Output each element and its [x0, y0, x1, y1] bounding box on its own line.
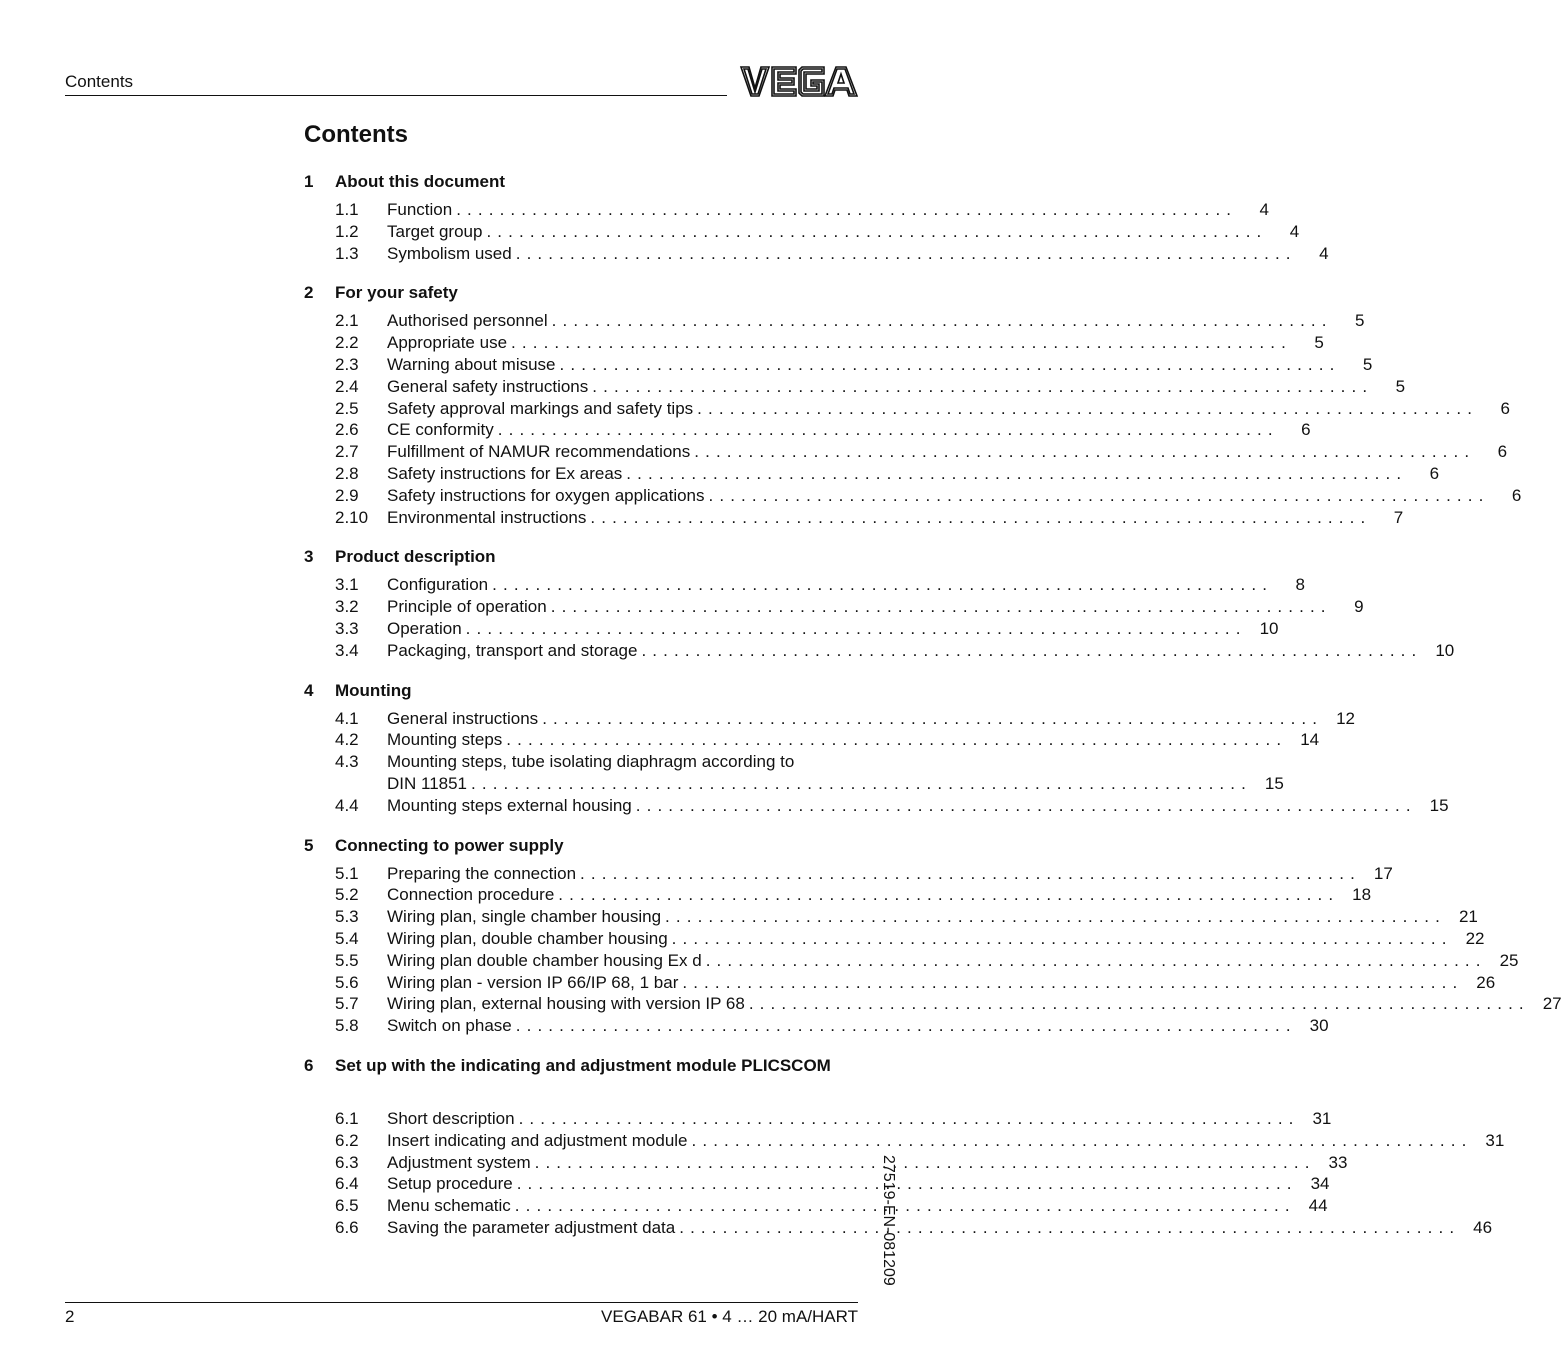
toc-section	[304, 545, 1455, 661]
entry-number: 4.3	[335, 752, 359, 772]
entry-title: Wiring plan, double chamber housing	[387, 928, 672, 950]
dot-leader	[486, 221, 1261, 243]
dot-leader	[641, 640, 1416, 662]
entry-page: 9	[1354, 597, 1364, 617]
dot-leader	[515, 1195, 1290, 1217]
dot-leader	[672, 928, 1447, 950]
toc-entry[interactable]	[304, 1173, 1330, 1195]
entry-title: Wiring plan double chamber housing Ex d	[387, 950, 706, 972]
toc-section	[304, 281, 1522, 528]
entry-title: Connection procedure	[387, 884, 558, 906]
entry-page: 26	[1476, 972, 1496, 992]
footer-rule	[65, 1302, 858, 1303]
section-number: 6	[304, 1055, 314, 1075]
entry-title: Packaging, transport and storage	[387, 640, 641, 662]
entry-page: 15	[1429, 795, 1449, 815]
section-heading	[304, 834, 858, 858]
entry-page: 15	[1264, 773, 1284, 793]
entry-number: 2.1	[335, 311, 359, 331]
entry-page: 34	[1310, 1174, 1330, 1194]
entry-page: 7	[1393, 507, 1404, 527]
dot-leader	[694, 441, 1469, 463]
entry-title: Wiring plan - version IP 66/IP 68, 1 bar	[387, 972, 682, 994]
entry-number: 2.5	[335, 398, 359, 418]
section-number: 4	[304, 680, 314, 700]
toc-entry[interactable]	[304, 376, 1406, 398]
entry-number: 6.6	[335, 1217, 359, 1237]
entry-number: 5.2	[335, 885, 359, 905]
entry-number: 5.5	[335, 950, 359, 970]
entry-title: Safety instructions for Ex areas	[387, 463, 626, 485]
section-number: 2	[304, 283, 314, 303]
document-code: 27519-EN-081209	[880, 1155, 897, 1286]
dot-leader	[506, 729, 1281, 751]
dot-leader	[749, 993, 1524, 1015]
entry-page: 6	[1429, 463, 1440, 483]
dot-leader	[542, 708, 1317, 730]
toc-entry[interactable]	[304, 243, 1329, 265]
dot-leader	[626, 463, 1401, 485]
entry-page: 10	[1435, 640, 1455, 660]
entry-title: Mounting steps, tube isolating diaphragm according to	[387, 752, 795, 772]
toc-entry[interactable]	[304, 1217, 1493, 1239]
dot-leader	[471, 773, 1246, 795]
entry-page: 14	[1300, 730, 1320, 750]
toc-entry[interactable]	[304, 199, 1270, 221]
dot-leader	[590, 507, 1365, 529]
entry-page: 5	[1314, 333, 1324, 353]
section-heading	[304, 545, 858, 569]
entry-title: Function	[387, 199, 456, 221]
dot-leader	[517, 1173, 1292, 1195]
entry-page: 44	[1308, 1196, 1328, 1216]
toc-entry[interactable]	[304, 398, 1510, 420]
entry-page: 46	[1473, 1217, 1493, 1237]
dot-leader	[466, 618, 1241, 640]
entry-page: 17	[1373, 863, 1393, 883]
entry-page: 4	[1259, 200, 1270, 219]
toc-entry[interactable]	[304, 1015, 1329, 1037]
toc-entry[interactable]	[304, 507, 1404, 529]
entry-page: 25	[1499, 950, 1519, 970]
dot-leader	[682, 972, 1457, 994]
entry-title: Target group	[387, 221, 486, 243]
toc-entry[interactable]	[304, 332, 1324, 354]
entry-title: Warning about misuse	[387, 354, 560, 376]
entry-page: 6	[1511, 485, 1522, 505]
footer-document-title: VEGABAR 61 • 4 … 20 mA/HART	[601, 1307, 858, 1326]
entry-number: 3.3	[335, 618, 359, 638]
dot-leader	[511, 332, 1286, 354]
entry-title: Switch on phase	[387, 1015, 516, 1037]
entry-page: 5	[1355, 311, 1365, 331]
toc-entry[interactable]	[304, 795, 1449, 817]
entry-title: Short description	[387, 1108, 519, 1130]
entry-number: 2.3	[335, 354, 359, 374]
entry-number: 3.4	[335, 640, 359, 660]
entry-number: 6.1	[335, 1108, 359, 1128]
section-heading	[304, 170, 858, 194]
entry-page: 6	[1497, 442, 1508, 462]
entry-number: 3.2	[335, 597, 359, 617]
entry-number: 2.4	[335, 376, 359, 396]
section-heading	[304, 679, 858, 703]
entry-number: 6.4	[335, 1174, 359, 1194]
entry-title: Safety instructions for oxygen applications	[387, 485, 709, 507]
entry-number: 3.1	[335, 575, 359, 595]
entry-page: 31	[1312, 1108, 1332, 1128]
entry-number: 6.2	[335, 1130, 359, 1150]
entry-title: Preparing the connection	[387, 863, 580, 885]
entry-number: 2.10	[335, 507, 369, 527]
toc-section	[304, 834, 1562, 1037]
toc-entry[interactable]	[304, 1152, 1348, 1174]
toc-section	[304, 679, 1449, 817]
toc-entry[interactable]	[304, 884, 1372, 906]
entry-title: General instructions	[387, 708, 542, 730]
entry-number: 1.1	[335, 200, 359, 219]
entry-title: Fulfillment of NAMUR recommendations	[387, 441, 694, 463]
toc-entry[interactable]	[304, 310, 1365, 332]
entry-number: 2.7	[335, 442, 359, 462]
dot-leader	[492, 574, 1267, 596]
toc-section	[304, 170, 1329, 264]
section-number: 3	[304, 547, 314, 567]
dot-leader	[580, 863, 1355, 885]
toc-entry[interactable]	[304, 1130, 1505, 1152]
dot-leader	[552, 310, 1327, 332]
toc-entry[interactable]	[304, 463, 1440, 485]
section-heading	[304, 281, 858, 305]
entry-page: 10	[1259, 618, 1279, 638]
vega-logo	[740, 66, 858, 97]
entry-page: 5	[1362, 354, 1373, 374]
section-title: Set up with the indicating and adjustment module PLICSCOM	[335, 1055, 831, 1075]
entry-page: 8	[1295, 575, 1305, 595]
dot-leader	[516, 1015, 1291, 1037]
entry-number: 5.1	[335, 863, 359, 883]
toc-entry[interactable]	[304, 1195, 1328, 1217]
toc-entry[interactable]	[304, 729, 1320, 751]
toc-entry[interactable]	[304, 596, 1364, 618]
section-title: Mounting	[335, 680, 412, 700]
toc-entry[interactable]	[304, 354, 1373, 376]
toc-entry[interactable]	[304, 221, 1300, 243]
dot-leader	[592, 376, 1367, 398]
header-rule	[65, 95, 727, 96]
entry-page: 6	[1301, 420, 1311, 440]
toc-entry[interactable]	[304, 972, 1496, 994]
entry-number: 6.5	[335, 1196, 359, 1216]
entry-page: 5	[1395, 376, 1406, 396]
entry-number: 6.3	[335, 1152, 359, 1172]
toc-entry[interactable]	[304, 574, 1305, 596]
entry-page: 21	[1458, 907, 1478, 927]
toc-entry[interactable]	[304, 751, 1284, 795]
toc-entry[interactable]	[304, 419, 1311, 441]
toc-entry[interactable]	[304, 485, 1522, 507]
section-title: For your safety	[335, 283, 458, 303]
dot-leader	[519, 1108, 1294, 1130]
entry-title: Wiring plan, external housing with version IP 68	[387, 993, 749, 1015]
entry-page: 31	[1485, 1130, 1505, 1150]
dot-leader	[558, 884, 1333, 906]
entry-title: Configuration	[387, 574, 492, 596]
toc-entry[interactable]	[304, 863, 1393, 885]
toc-entry[interactable]	[304, 1108, 1332, 1130]
entry-page: 6	[1500, 398, 1510, 418]
entry-title: Mounting steps external housing	[387, 795, 636, 817]
toc-entry[interactable]	[304, 993, 1562, 1015]
entry-title: Operation	[387, 618, 466, 640]
section-number: 1	[304, 172, 314, 191]
dot-leader	[535, 1152, 1310, 1174]
entry-title: Principle of operation	[387, 596, 551, 618]
entry-page: 4	[1289, 221, 1300, 241]
entry-title: Menu schematic	[387, 1195, 515, 1217]
entry-title: Symbolism used	[387, 243, 516, 265]
toc-entry[interactable]	[304, 928, 1485, 950]
toc-entry[interactable]	[304, 441, 1508, 463]
dot-leader	[560, 354, 1335, 376]
entry-number: 4.1	[335, 708, 359, 728]
dot-leader	[706, 950, 1481, 972]
entry-page: 33	[1328, 1152, 1348, 1172]
entry-page: 4	[1319, 243, 1329, 263]
entry-number: 5.7	[335, 994, 359, 1014]
dot-leader	[697, 398, 1472, 420]
section-title: Product description	[335, 547, 496, 567]
entry-title: Safety approval markings and safety tips	[387, 398, 697, 420]
dot-leader	[636, 795, 1411, 817]
entry-page: 22	[1465, 928, 1485, 948]
entry-number: 4.2	[335, 730, 359, 750]
header-label: Contents	[65, 72, 134, 91]
footer-page-number: 2	[65, 1307, 75, 1326]
entry-title: Adjustment system	[387, 1152, 535, 1174]
entry-number: 2.9	[335, 485, 359, 505]
entry-title: Authorised personnel	[387, 310, 552, 332]
entry-title: Saving the parameter adjustment data	[387, 1217, 679, 1239]
entry-title: Wiring plan, single chamber housing	[387, 906, 665, 928]
section-title: About this document	[335, 172, 505, 191]
entry-number: 5.6	[335, 972, 359, 992]
entry-title: Environmental instructions	[387, 507, 590, 529]
dot-leader	[665, 906, 1440, 928]
entry-number: 2.2	[335, 333, 359, 353]
entry-title: Setup procedure	[387, 1173, 517, 1195]
section-heading	[304, 1054, 858, 1078]
entry-page: 30	[1309, 1016, 1329, 1036]
entry-number: 2.8	[335, 463, 359, 483]
dot-leader	[551, 596, 1326, 618]
dot-leader	[679, 1217, 1454, 1239]
section-title: Connecting to power supply	[335, 835, 564, 855]
section-number: 5	[304, 835, 314, 855]
dot-leader	[498, 419, 1273, 441]
entry-number: 5.8	[335, 1016, 359, 1036]
toc-entry[interactable]	[304, 906, 1478, 928]
entry-number: 1.3	[335, 243, 359, 263]
toc-entry[interactable]	[304, 618, 1279, 640]
entry-title: General safety instructions	[387, 376, 592, 398]
entry-number: 4.4	[335, 795, 359, 815]
entry-title: CE conformity	[387, 419, 498, 441]
toc-entry[interactable]	[304, 708, 1355, 730]
entry-title: Appropriate use	[387, 332, 511, 354]
entry-page: 27	[1542, 994, 1562, 1014]
entry-number: 5.3	[335, 907, 359, 927]
dot-leader	[692, 1130, 1467, 1152]
entry-number: 2.6	[335, 420, 359, 440]
toc-entry[interactable]	[304, 640, 1455, 662]
toc-entry[interactable]	[304, 950, 1519, 972]
entry-page: 12	[1336, 708, 1355, 728]
page-title: Contents	[304, 121, 408, 148]
dot-leader	[516, 243, 1291, 265]
dot-leader	[456, 199, 1231, 221]
entry-title-continued: DIN 11851	[387, 773, 471, 795]
entry-title: Insert indicating and adjustment module	[387, 1130, 692, 1152]
entry-number: 5.4	[335, 928, 359, 948]
entry-title: Mounting steps	[387, 729, 506, 751]
entry-number: 1.2	[335, 221, 359, 241]
dot-leader	[709, 485, 1484, 507]
entry-page: 18	[1352, 885, 1372, 905]
